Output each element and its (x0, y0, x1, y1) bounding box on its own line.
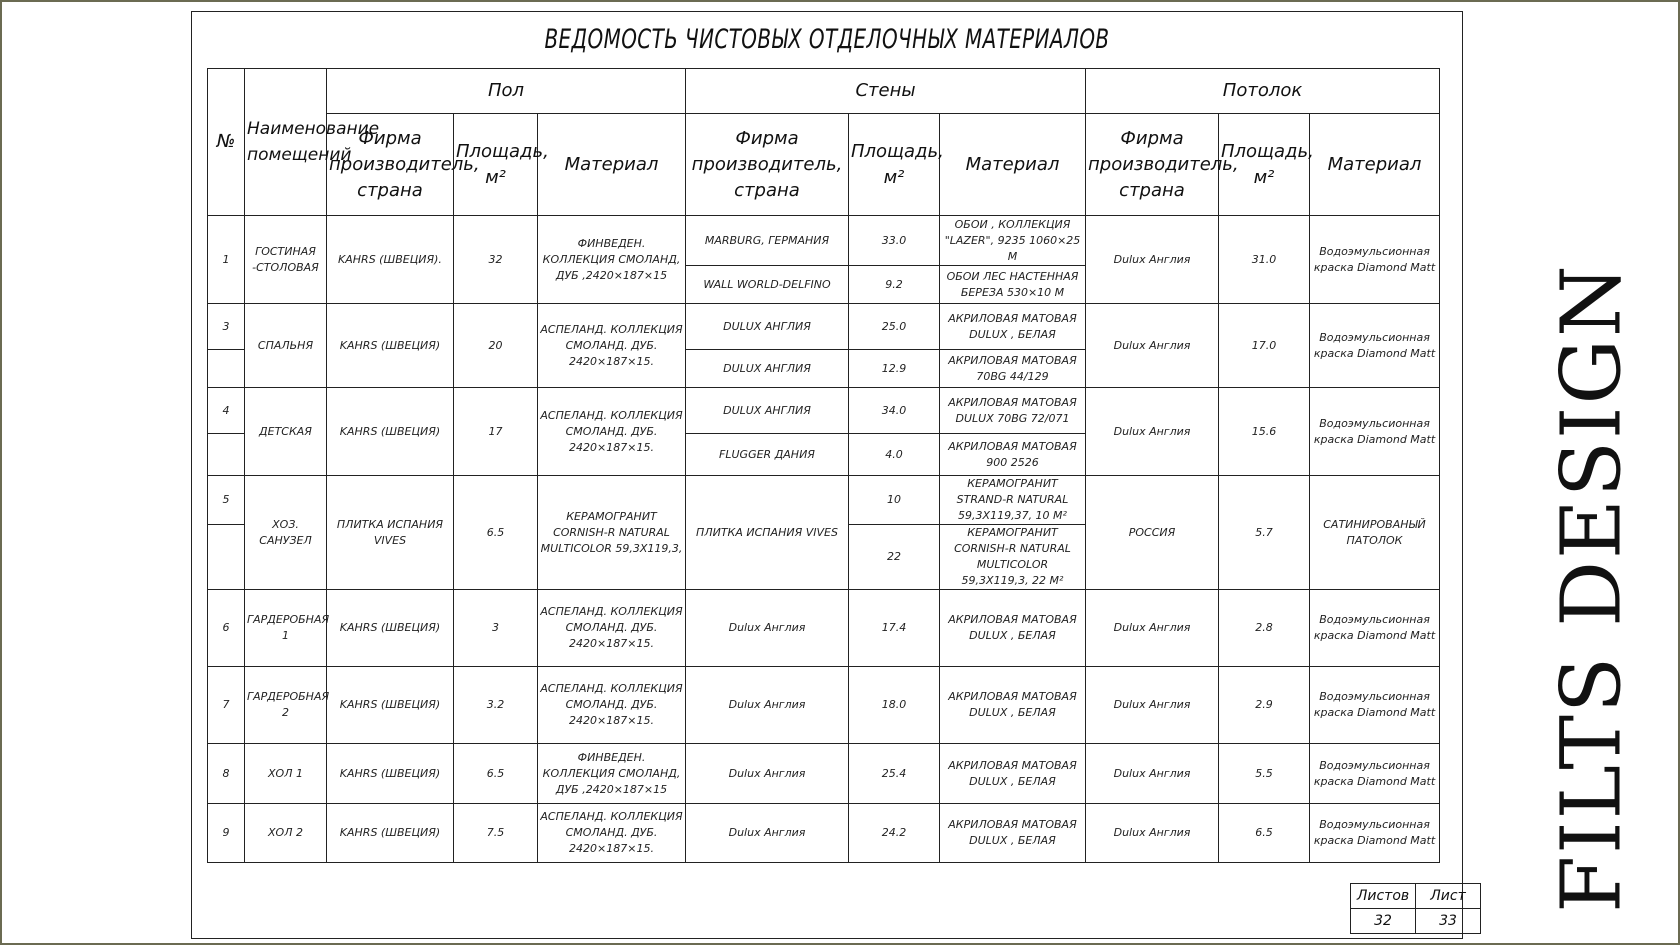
floor-material: ФИНВЕДЕН. КОЛЛЕКЦИЯ СМОЛАНД, ДУБ ,2420×187×15 (538, 216, 686, 304)
ceiling-material: САТИНИРОВАНЫЙ ПАТОЛОК (1310, 476, 1440, 590)
row-number-empty (208, 350, 245, 388)
wall-area: 9.2 (849, 266, 940, 304)
ceiling-material: Водоэмульсионная краска Diamond Matt (1310, 590, 1440, 667)
header-walls-material: Материал (940, 114, 1086, 216)
wall-area: 4.0 (849, 434, 940, 476)
ceiling-area: 5.5 (1219, 744, 1310, 804)
sheet-value: 33 (1416, 909, 1481, 934)
wall-area: 24.2 (849, 804, 940, 863)
ceiling-area: 15.6 (1219, 388, 1310, 476)
table-row (208, 216, 1440, 266)
room-name: ХОЛ 2 (245, 804, 327, 863)
wall-area: 25.0 (849, 304, 940, 350)
wall-area: 22 (849, 525, 940, 590)
title-block (1350, 883, 1481, 934)
floor-manufacturer: KAHRS (ШВЕЦИЯ) (327, 804, 454, 863)
floor-area: 6.5 (454, 744, 538, 804)
wall-material: АКРИЛОВАЯ МАТОВАЯ 900 2526 (940, 434, 1086, 476)
ceiling-material: Водоэмульсионная краска Diamond Matt (1310, 216, 1440, 304)
header-ceiling-area: Площадь, м² (1219, 114, 1310, 216)
floor-material: АСПЕЛАНД. КОЛЛЕКЦИЯ СМОЛАНД. ДУБ. 2420×187×15. (538, 388, 686, 476)
row-number: 9 (208, 804, 245, 863)
row-number: 1 (208, 216, 245, 304)
wall-area: 10 (849, 476, 940, 525)
ceiling-manufacturer: Dulux Англия (1086, 388, 1219, 476)
wall-area: 17.4 (849, 590, 940, 667)
room-name: ГАРДЕРОБНАЯ 1 (245, 590, 327, 667)
ceiling-material: Водоэмульсионная краска Diamond Matt (1310, 304, 1440, 388)
wall-material: АКРИЛОВАЯ МАТОВАЯ DULUX 70BG 72/071 (940, 388, 1086, 434)
floor-area: 17 (454, 388, 538, 476)
header-walls: Стены (686, 69, 1086, 114)
floor-area: 7.5 (454, 804, 538, 863)
row-number: 4 (208, 388, 245, 434)
ceiling-area: 5.7 (1219, 476, 1310, 590)
row-number: 5 (208, 476, 245, 525)
table-row (208, 744, 1440, 804)
header-walls-area: Площадь, м² (849, 114, 940, 216)
wall-material: АКРИЛОВАЯ МАТОВАЯ DULUX , БЕЛАЯ (940, 304, 1086, 350)
floor-area: 3 (454, 590, 538, 667)
sheet-label: Лист (1416, 884, 1481, 909)
wall-manufacturer: Dulux Англия (686, 667, 849, 744)
row-number: 7 (208, 667, 245, 744)
header-walls-manufacturer: Фирма производитель, страна (686, 114, 849, 216)
wall-material: КЕРАМОГРАНИТ STRAND-R NATURAL 59,3X119,37, 10 М² (940, 476, 1086, 525)
floor-manufacturer: KAHRS (ШВЕЦИЯ) (327, 304, 454, 388)
wall-material: ОБОИ , КОЛЛЕКЦИЯ "LAZER", 9235 1060×25 М (940, 216, 1086, 266)
row-number: 3 (208, 304, 245, 350)
ceiling-area: 2.9 (1219, 667, 1310, 744)
schedule-title: ВЕДОМОСТЬ ЧИСТОВЫХ ОТДЕЛОЧНЫХ МАТЕРИАЛОВ (544, 24, 1110, 55)
header-floor-area: Площадь, м² (454, 114, 538, 216)
floor-material: АСПЕЛАНД. КОЛЛЕКЦИЯ СМОЛАНД. ДУБ. 2420×187×15. (538, 304, 686, 388)
ceiling-manufacturer: Dulux Англия (1086, 667, 1219, 744)
floor-area: 32 (454, 216, 538, 304)
wall-manufacturer: DULUX АНГЛИЯ (686, 350, 849, 388)
room-name: ХОЛ 1 (245, 744, 327, 804)
ceiling-material: Водоэмульсионная краска Diamond Matt (1310, 388, 1440, 476)
floor-area: 3.2 (454, 667, 538, 744)
room-name: ХОЗ. САНУЗЕЛ (245, 476, 327, 590)
brand-text: FILTS DESIGN (1544, 263, 1640, 913)
table-row (208, 476, 1440, 525)
wall-manufacturer: DULUX АНГЛИЯ (686, 304, 849, 350)
floor-manufacturer: KAHRS (ШВЕЦИЯ) (327, 590, 454, 667)
ceiling-area: 6.5 (1219, 804, 1310, 863)
header-no: № (208, 69, 245, 216)
floor-area: 20 (454, 304, 538, 388)
ceiling-manufacturer: РОССИЯ (1086, 476, 1219, 590)
ceiling-area: 31.0 (1219, 216, 1310, 304)
ceiling-manufacturer: Dulux Англия (1086, 216, 1219, 304)
table-row (208, 667, 1440, 744)
ceiling-manufacturer: Dulux Англия (1086, 304, 1219, 388)
wall-manufacturer: ПЛИТКА ИСПАНИЯ VIVES (686, 476, 849, 590)
row-number: 8 (208, 744, 245, 804)
floor-material: АСПЕЛАНД. КОЛЛЕКЦИЯ СМОЛАНД. ДУБ. 2420×187×15. (538, 590, 686, 667)
floor-material: ФИНВЕДЕН. КОЛЛЕКЦИЯ СМОЛАНД, ДУБ ,2420×187×15 (538, 744, 686, 804)
wall-manufacturer: Dulux Англия (686, 744, 849, 804)
ceiling-manufacturer: Dulux Англия (1086, 590, 1219, 667)
ceiling-area: 2.8 (1219, 590, 1310, 667)
row-number-empty (208, 434, 245, 476)
room-name: ДЕТСКАЯ (245, 388, 327, 476)
wall-manufacturer: WALL WORLD-DELFINO (686, 266, 849, 304)
wall-manufacturer: DULUX АНГЛИЯ (686, 388, 849, 434)
wall-manufacturer: Dulux Англия (686, 590, 849, 667)
wall-material: АКРИЛОВАЯ МАТОВАЯ DULUX , БЕЛАЯ (940, 590, 1086, 667)
header-ceiling-manufacturer: Фирма производитель, страна (1086, 114, 1219, 216)
header-ceiling-material: Материал (1310, 114, 1440, 216)
table-row (208, 304, 1440, 350)
floor-manufacturer: KAHRS (ШВЕЦИЯ). (327, 216, 454, 304)
ceiling-material: Водоэмульсионная краска Diamond Matt (1310, 667, 1440, 744)
wall-area: 33.0 (849, 216, 940, 266)
floor-area: 6.5 (454, 476, 538, 590)
header-floor-manufacturer: Фирма производитель, страна (327, 114, 454, 216)
wall-area: 18.0 (849, 667, 940, 744)
finishing-materials-table (207, 68, 1440, 863)
ceiling-manufacturer: Dulux Англия (1086, 744, 1219, 804)
wall-area: 12.9 (849, 350, 940, 388)
floor-manufacturer: KAHRS (ШВЕЦИЯ) (327, 388, 454, 476)
floor-material: АСПЕЛАНД. КОЛЛЕКЦИЯ СМОЛАНД. ДУБ. 2420×187×15. (538, 667, 686, 744)
floor-manufacturer: KAHRS (ШВЕЦИЯ) (327, 744, 454, 804)
wall-material: АКРИЛОВАЯ МАТОВАЯ DULUX , БЕЛАЯ (940, 804, 1086, 863)
ceiling-material: Водоэмульсионная краска Diamond Matt (1310, 744, 1440, 804)
table-row (208, 388, 1440, 434)
wall-area: 25.4 (849, 744, 940, 804)
header-floor: Пол (327, 69, 686, 114)
table-row (208, 590, 1440, 667)
floor-manufacturer: ПЛИТКА ИСПАНИЯ VIVES (327, 476, 454, 590)
room-name: ГОСТИНАЯ -СТОЛОВАЯ (245, 216, 327, 304)
header-room: Наименование помещений (245, 69, 327, 216)
wall-area: 34.0 (849, 388, 940, 434)
table-row (208, 804, 1440, 863)
sheets-label: Листов (1351, 884, 1416, 909)
wall-material: АКРИЛОВАЯ МАТОВАЯ 70BG 44/129 (940, 350, 1086, 388)
room-name: СПАЛЬНЯ (245, 304, 327, 388)
header-floor-material: Материал (538, 114, 686, 216)
floor-material: КЕРАМОГРАНИТ CORNISH-R NATURAL MULTICOLOR 59,3X119,3, (538, 476, 686, 590)
ceiling-area: 17.0 (1219, 304, 1310, 388)
wall-material: ОБОИ ЛЕС НАСТЕННАЯ БЕРЕЗА 530×10 М (940, 266, 1086, 304)
floor-material: АСПЕЛАНД. КОЛЛЕКЦИЯ СМОЛАНД. ДУБ. 2420×187×15. (538, 804, 686, 863)
row-number: 6 (208, 590, 245, 667)
wall-material: КЕРАМОГРАНИТ CORNISH-R NATURAL MULTICOLOR 59,3X119,3, 22 М² (940, 525, 1086, 590)
wall-manufacturer: MARBURG, ГЕРМАНИЯ (686, 216, 849, 266)
floor-manufacturer: KAHRS (ШВЕЦИЯ) (327, 667, 454, 744)
wall-manufacturer: Dulux Англия (686, 804, 849, 863)
room-name: ГАРДЕРОБНАЯ 2 (245, 667, 327, 744)
wall-material: АКРИЛОВАЯ МАТОВАЯ DULUX , БЕЛАЯ (940, 744, 1086, 804)
header-ceiling: Потолок (1086, 69, 1440, 114)
ceiling-material: Водоэмульсионная краска Diamond Matt (1310, 804, 1440, 863)
wall-manufacturer: FLUGGER ДАНИЯ (686, 434, 849, 476)
wall-material: АКРИЛОВАЯ МАТОВАЯ DULUX , БЕЛАЯ (940, 667, 1086, 744)
row-number-empty (208, 525, 245, 590)
sheets-value: 32 (1351, 909, 1416, 934)
ceiling-manufacturer: Dulux Англия (1086, 804, 1219, 863)
